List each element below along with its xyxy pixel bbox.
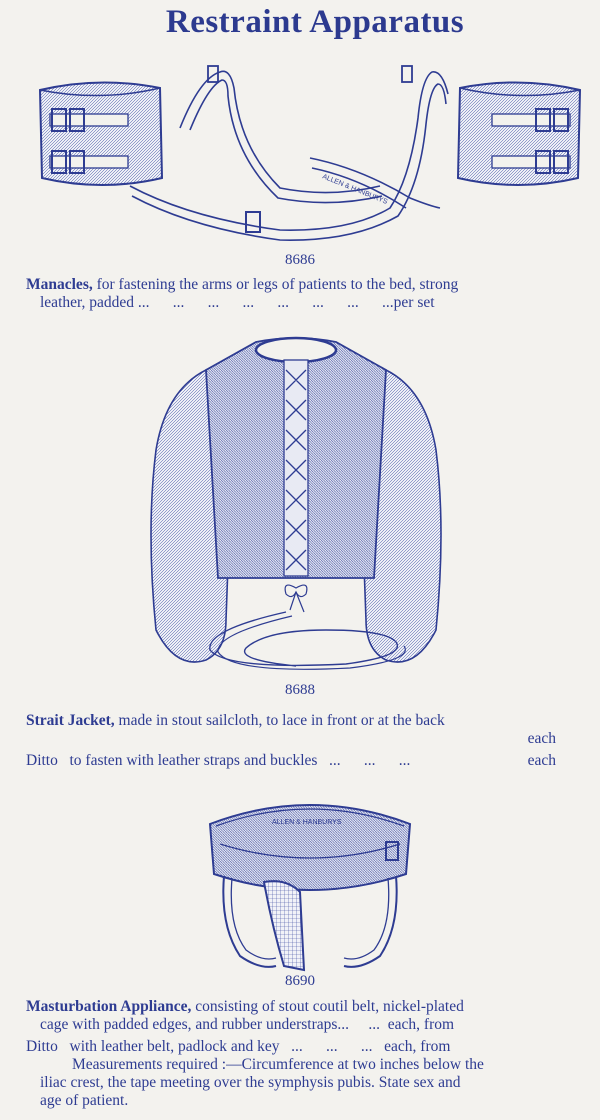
manacles-description — [26, 276, 556, 312]
manacles-name: Manacles, — [26, 276, 93, 293]
item-number-8686: 8686 — [285, 252, 315, 268]
manacles-maker-mark: ALLEN & HANBURYS — [321, 173, 389, 206]
left-cuff — [40, 82, 162, 185]
appliance-line3: with leather belt, padlock and key ... ... ... each, from — [69, 1038, 451, 1055]
strait-jacket-description — [26, 712, 556, 770]
appliance-measure2: iliac crest, the tape meeting over the symphysis pubis. State sex and — [40, 1074, 461, 1091]
appliance-measure3: age of patient. — [40, 1092, 129, 1109]
appliance-name: Masturbation Appliance, — [26, 998, 192, 1015]
appliance-line2: cage with padded edges, and rubber understraps... ... each, from — [40, 1016, 455, 1033]
strait-jacket-name: Strait Jacket, — [26, 712, 115, 729]
strait-jacket-unit2: each — [527, 752, 556, 769]
strait-jacket-line1: made in stout sailcloth, to lace in front or at the back — [118, 712, 445, 729]
strait-jacket-unit1: each — [527, 730, 556, 747]
page-title: Restraint Apparatus — [165, 4, 465, 40]
strait-jacket-illustration — [146, 330, 446, 680]
manacles-illustration — [30, 58, 590, 250]
item-number-8690: 8690 — [285, 973, 315, 989]
appliance-line1: consisting of stout coutil belt, nickel-plated — [195, 998, 464, 1015]
connecting-straps — [130, 66, 448, 240]
strait-jacket-line2: to fasten with leather straps and buckles ... ... ... — [69, 752, 411, 769]
appliance-belt — [210, 805, 410, 890]
manacles-line2: leather, padded ... ... ... ... ... ... ... ...per set — [40, 294, 435, 311]
appliance-illustration — [200, 786, 420, 972]
appliance-ditto: Ditto — [26, 1038, 58, 1055]
appliance-description — [26, 998, 556, 1110]
item-number-8688: 8688 — [285, 682, 315, 698]
strait-jacket-ditto: Ditto — [26, 752, 58, 769]
jacket-collar — [256, 338, 336, 362]
appliance-measure1: Measurements required :—Circumference at two inches below the — [72, 1056, 484, 1073]
appliance-cage — [264, 881, 304, 970]
right-cuff — [458, 82, 580, 185]
manacles-line1: for fastening the arms or legs of patients to the bed, strong — [96, 276, 459, 293]
appliance-maker-mark: ALLEN & HANBURYS — [272, 819, 342, 826]
